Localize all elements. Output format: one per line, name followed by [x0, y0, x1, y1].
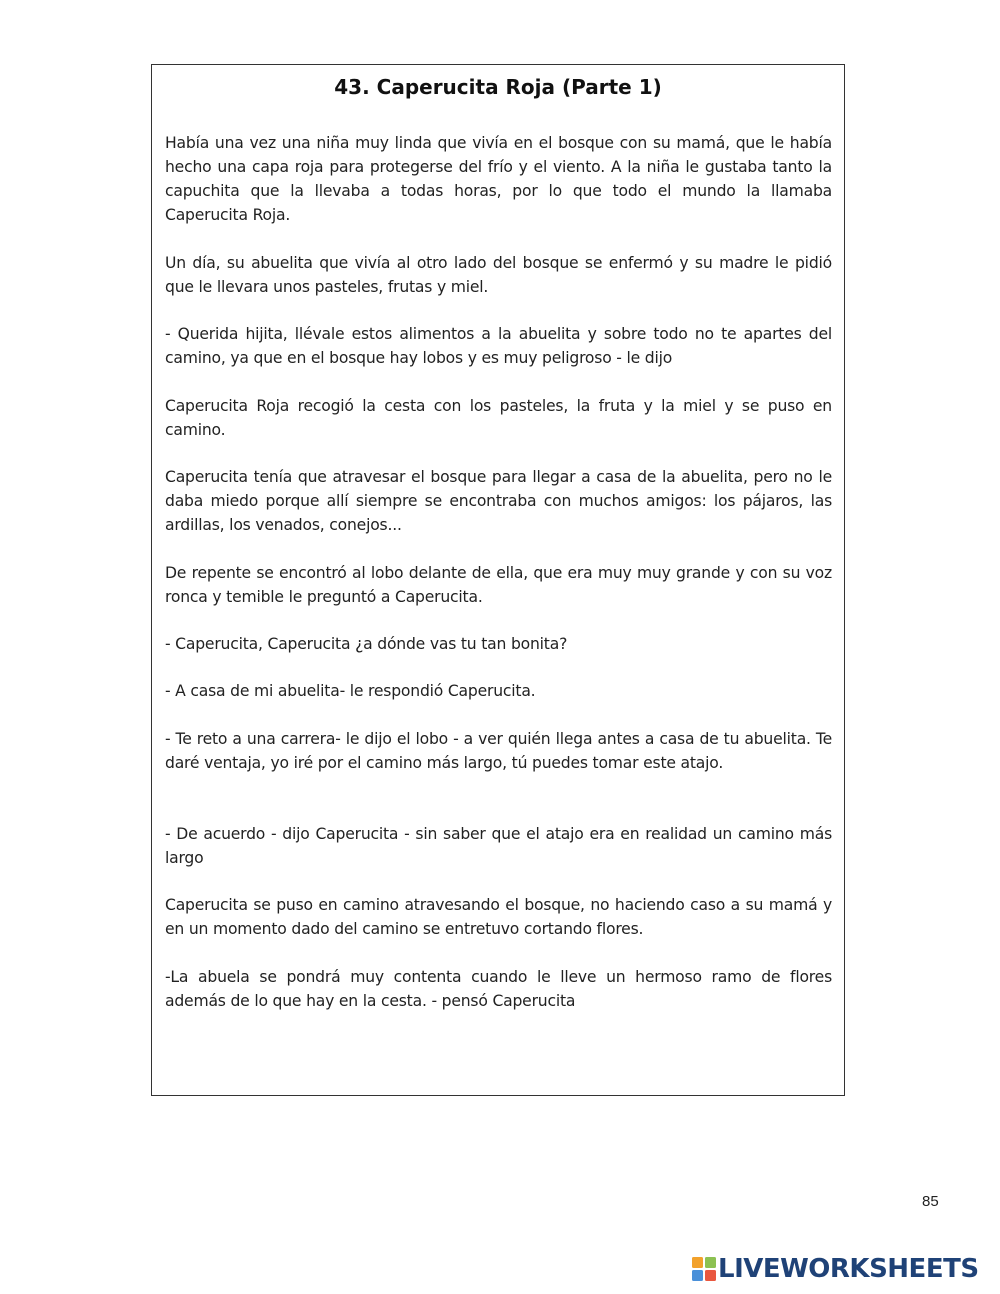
story-title: 43. Caperucita Roja (Parte 1)	[334, 75, 662, 99]
story-paragraph-5: Caperucita tenía que atravesar el bosque para llegar a casa de la abuelita, pero no le daba miedo porque allí siempre se encontraba con muchos amigos: los pájaros, las ardillas, los venados, conejos...	[165, 468, 832, 534]
story-paragraph-4: Caperucita Roja recogió la cesta con los pasteles, la fruta y la miel y se puso en camino.	[165, 397, 832, 439]
story-paragraph-8: - A casa de mi abuelita- le respondió Caperucita.	[165, 682, 536, 700]
story-box	[151, 64, 845, 1096]
story-paragraph-6: De repente se encontró al lobo delante de ella, que era muy muy grande y con su voz ronca y temible le preguntó a Caperucita.	[165, 564, 832, 606]
story-paragraph-1: Había una vez una niña muy linda que vivía en el bosque con su mamá, que le había hecho una capa roja para protegerse del frío y el viento. A la niña le gustaba tanto la capuchita que la llevaba a todas horas, por lo que todo el mundo la llamaba Caperucita Roja.	[165, 134, 832, 224]
brand-name: LIVEWORKSHEETS	[718, 1254, 979, 1284]
page-number: 85	[922, 1193, 939, 1210]
story-paragraph-11: Caperucita se puso en camino atravesando el bosque, no haciendo caso a su mamá y en un momento dado del camino se entretuvo cortando flores.	[165, 896, 832, 938]
story-paragraph-12: -La abuela se pondrá muy contenta cuando le lleve un hermoso ramo de flores además de lo que hay en la cesta. - pensó Caperucita	[165, 968, 832, 1010]
brand-footer	[692, 1254, 979, 1284]
story-paragraph-7: - Caperucita, Caperucita ¿a dónde vas tu tan bonita?	[165, 635, 568, 653]
liveworksheets-logo-icon	[692, 1257, 716, 1281]
story-paragraph-3: - Querida hijita, llévale estos alimentos a la abuelita y sobre todo no te apartes del camino, ya que en el bosque hay lobos y es muy peligroso - le dijo	[165, 325, 832, 367]
story-paragraph-10: - De acuerdo - dijo Caperucita - sin saber que el atajo era en realidad un camino más largo	[165, 825, 832, 867]
story-paragraph-2: Un día, su abuelita que vivía al otro lado del bosque se enfermó y su madre le pidió que le llevara unos pasteles, frutas y miel.	[165, 254, 832, 296]
story-paragraph-9: - Te reto a una carrera- le dijo el lobo - a ver quién llega antes a casa de tu abuelita. Te daré ventaja, yo iré por el camino más largo, tú puedes tomar este atajo.	[165, 730, 832, 772]
